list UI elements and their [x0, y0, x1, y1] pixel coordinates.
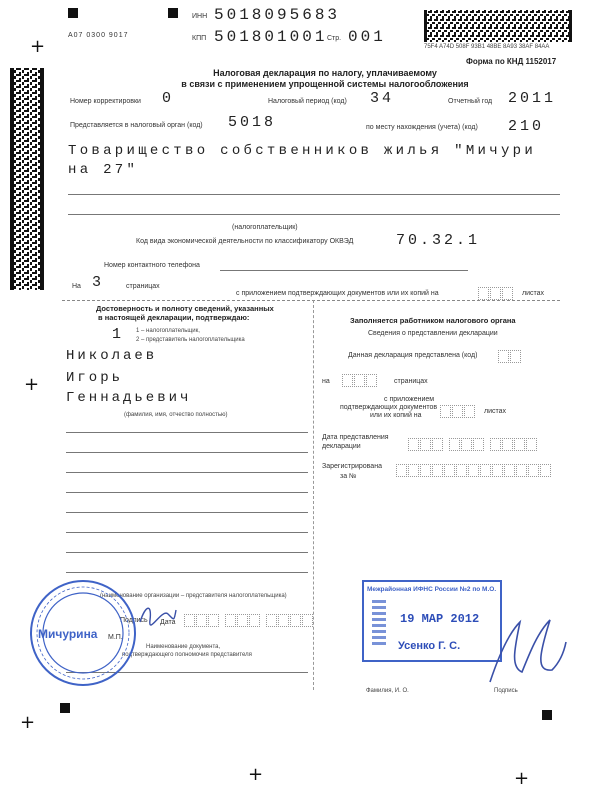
org-line	[66, 532, 308, 533]
location-label: по месту нахождения (учета) (код)	[366, 124, 478, 131]
registration-mark-bottom-right	[542, 710, 552, 720]
period-value: 34	[370, 90, 395, 107]
inn-label: ИНН	[192, 13, 208, 20]
correction-label: Номер корректировки	[70, 98, 141, 105]
registered-number-cells[interactable]	[396, 464, 552, 477]
authority-value: 5018	[228, 114, 277, 131]
barcode-2d-top-right	[424, 10, 572, 42]
taxpayer-caption: (налогоплательщик)	[232, 224, 298, 231]
right-on-label: на	[322, 378, 330, 385]
org-caption: (наименование организации – представителя налогоплательщика)	[100, 593, 287, 599]
registration-mark-top-middle	[168, 8, 178, 18]
crosshair-mark: +	[24, 374, 40, 395]
correction-value: 0	[162, 90, 175, 107]
appendix-label: с приложением подтверждающих документов или их копий на	[236, 290, 439, 297]
on-label: На	[72, 283, 81, 290]
form-code-left: A07 0300 9017	[68, 32, 129, 39]
registered-label1: Зарегистрирована	[322, 463, 382, 470]
inn-value: 5018095683	[214, 6, 341, 24]
registration-mark-bottom-left	[60, 703, 70, 713]
kpp-value: 501801001	[214, 28, 328, 46]
org-line	[66, 472, 308, 473]
kpp-label: КПП	[192, 35, 207, 42]
org-line	[66, 512, 308, 513]
signer-patronymic: Геннадьевич	[66, 390, 192, 406]
signer-surname: Николаев	[66, 348, 158, 364]
pages-label: страницах	[126, 283, 160, 290]
right-pages-label: страницах	[394, 378, 428, 385]
authority-label: Представляется в налоговый орган (код)	[70, 122, 203, 129]
right-pages-cells[interactable]	[342, 374, 378, 387]
right-subheading: Сведения о представлении декларации	[368, 330, 498, 337]
signer-option2: 2 – представитель налогоплательщика	[136, 337, 245, 343]
crosshair-mark: +	[30, 36, 46, 57]
okved-value: 70.32.1	[396, 232, 481, 249]
stamp-name: Усенко Г. С.	[398, 640, 461, 652]
signer-code: 1	[112, 326, 125, 343]
barcode-text: 75F4 A74D 508F 93B1 48BE 8A93 38AF 84AA	[424, 44, 550, 50]
submitted-label: Данная декларация представлена (код)	[348, 352, 478, 359]
taxpayer-name-line1: Товарищество собственников жилья "Мичури	[68, 143, 537, 159]
period-label: Налоговый период (код)	[268, 98, 347, 105]
right-heading: Заполняется работником налогового органа	[350, 316, 516, 325]
stamp-date: 19 МАР 2012	[400, 612, 480, 626]
org-line	[66, 432, 308, 433]
pages-value: 3	[92, 274, 105, 291]
left-heading2: в настоящей декларации, подтверждаю:	[98, 313, 250, 322]
submitted-code-cells[interactable]	[498, 350, 522, 363]
org-line	[66, 572, 308, 573]
taxpayer-underline	[68, 194, 560, 195]
date-submit-label2: декларации	[322, 443, 361, 450]
phone-label: Номер контактного телефона	[104, 262, 200, 269]
org-line	[66, 492, 308, 493]
date-submit-label1: Дата представления	[322, 434, 389, 441]
seal-center-word: Мичурина	[38, 627, 98, 641]
knd-code: Форма по КНД 1152017	[466, 57, 557, 66]
stamp-inner-bar	[372, 600, 386, 646]
title-line2: в связи с применением упрощенной системы налогообложения	[181, 79, 469, 89]
doc-caption2: подтверждающего полномочия представителя	[122, 652, 252, 658]
sheets-label: листах	[522, 290, 545, 297]
right-appendix-label3: или их копий на	[370, 412, 422, 419]
taxpayer-underline	[68, 214, 560, 215]
crosshair-mark: +	[514, 768, 530, 789]
fio-caption: (фамилия, имя, отчество полностью)	[124, 412, 228, 418]
crosshair-mark: +	[248, 764, 264, 785]
taxpayer-name-line2: на 27"	[68, 162, 139, 178]
org-line	[66, 452, 308, 453]
page-label: Стр.	[327, 35, 342, 42]
phone-line	[220, 270, 468, 271]
crosshair-mark: +	[20, 712, 36, 733]
page-value: 001	[348, 28, 386, 46]
okved-label: Код вида экономической деятельности по классификатору ОКВЭД	[136, 238, 354, 245]
column-divider	[313, 300, 314, 690]
location-value: 210	[508, 118, 545, 135]
right-sheets-label: листах	[484, 408, 507, 415]
surname-caption: Фамилия, И. О.	[366, 688, 409, 694]
organization-seal-icon	[28, 578, 138, 688]
right-appendix-label1: с приложением	[384, 396, 435, 403]
left-date-cells[interactable]	[184, 614, 314, 627]
registration-mark-top-left	[68, 8, 78, 18]
doc-caption1: Наименование документа,	[146, 644, 221, 650]
title-line1: Налоговая декларация по налогу, уплачиваемому	[213, 68, 437, 78]
appendix-sheets-cells[interactable]	[478, 287, 514, 300]
signature-caption: Подпись	[494, 688, 518, 694]
stamp-office-line: Межрайонная ИФНС России №2 по М.О.	[367, 586, 497, 593]
barcode-2d-left	[10, 68, 44, 290]
signer-name: Игорь	[66, 370, 124, 386]
registered-label2: за №	[340, 473, 357, 480]
left-heading1: Достоверность и полноту сведений, указанных	[96, 304, 274, 313]
signer-option1: 1 – налогоплательщик,	[136, 328, 200, 334]
right-appendix-label2: подтверждающих документов	[340, 404, 438, 411]
year-value: 2011	[508, 90, 557, 107]
org-line	[66, 552, 308, 553]
left-date-label: Дата	[160, 619, 176, 626]
year-label: Отчетный год	[448, 98, 493, 105]
right-sheets-cells[interactable]	[440, 405, 476, 418]
signature-label: Подпись	[120, 617, 148, 624]
section-divider	[62, 300, 560, 301]
mp-label: М.П.	[108, 634, 123, 641]
date-submit-cells[interactable]	[408, 438, 538, 451]
inspector-signature	[480, 612, 570, 692]
